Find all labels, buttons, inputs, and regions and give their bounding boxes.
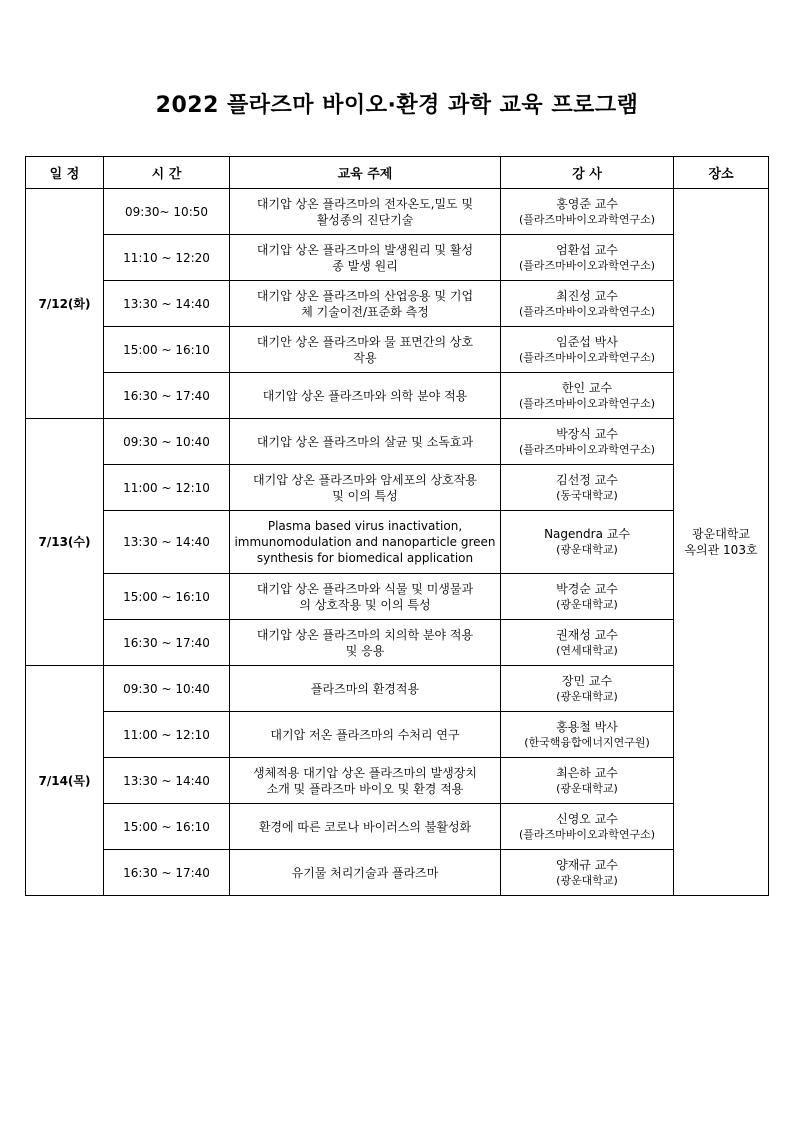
time-cell: 16:30 ~ 17:40 [104, 620, 230, 666]
time-cell: 11:00 ~ 12:10 [104, 465, 230, 511]
table-row [26, 850, 769, 896]
topic-cell [230, 189, 501, 235]
time-cell: 09:30~ 10:50 [104, 189, 230, 235]
topic-cell [230, 419, 501, 465]
header-place: 장소 [674, 157, 769, 189]
lecturer-name: 신영오 교수 [556, 811, 618, 826]
topic-line: immunomodulation and nanoparticle green [234, 535, 496, 549]
topic-cell [230, 666, 501, 712]
topic-line: 대기압 상온 플라즈마의 치의학 분야 적용 [256, 627, 474, 642]
time-cell: 15:00 ~ 16:10 [104, 804, 230, 850]
topic-cell [230, 511, 501, 574]
time-cell: 13:30 ~ 14:40 [104, 511, 230, 574]
date-cell: 7/12(화) [26, 189, 104, 419]
lecturer-affiliation: (플라즈마바이오과학연구소) [518, 442, 656, 456]
time-cell: 16:30 ~ 17:40 [104, 850, 230, 896]
topic-line: synthesis for biomedical application [256, 551, 474, 565]
lecturer-affiliation: (동국대학교) [556, 488, 618, 502]
lecturer-cell [501, 620, 674, 666]
topic-cell [230, 465, 501, 511]
time-cell: 09:30 ~ 10:40 [104, 666, 230, 712]
topic-cell [230, 327, 501, 373]
topic-line: Plasma based virus inactivation, [267, 519, 463, 533]
lecturer-affiliation: (플라즈마바이오과학연구소) [518, 212, 656, 226]
place-line: 옥의관 103호 [684, 543, 758, 557]
lecturer-name: Nagendra 교수 [544, 527, 630, 541]
date-cell: 7/14(목) [26, 666, 104, 896]
topic-cell [230, 574, 501, 620]
topic-line: 유기물 처리기술과 플라즈마 [291, 865, 439, 880]
lecturer-cell [501, 281, 674, 327]
topic-line: 활성종의 진단기술 [316, 212, 414, 227]
topic-cell [230, 758, 501, 804]
lecturer-name: 홍용철 박사 [556, 719, 618, 734]
header-time: 시 간 [104, 157, 230, 189]
lecturer-cell [501, 327, 674, 373]
lecturer-affiliation: (광운대학교) [556, 597, 618, 611]
lecturer-cell [501, 666, 674, 712]
table-row [26, 804, 769, 850]
lecturer-cell [501, 804, 674, 850]
topic-line: 및 응용 [345, 643, 385, 658]
lecturer-cell [501, 465, 674, 511]
table-row [26, 574, 769, 620]
lecturer-affiliation: (플라즈마바이오과학연구소) [518, 350, 656, 364]
table-row [26, 712, 769, 758]
lecturer-cell [501, 511, 674, 574]
topic-line: 체 기술이전/표준화 측정 [301, 304, 429, 319]
topic-line: 및 이의 특성 [332, 488, 398, 503]
lecturer-name: 김선정 교수 [556, 472, 618, 487]
topic-cell [230, 620, 501, 666]
time-cell: 13:30 ~ 14:40 [104, 281, 230, 327]
lecturer-cell [501, 419, 674, 465]
header-date: 일 정 [26, 157, 104, 189]
time-cell: 09:30 ~ 10:40 [104, 419, 230, 465]
topic-line: 대기압 상온 플라즈마와 식물 및 미생물과 [256, 581, 474, 596]
lecturer-affiliation: (플라즈마바이오과학연구소) [518, 258, 656, 272]
topic-line: 대기압 상온 플라즈마와 의학 분야 적용 [262, 388, 468, 403]
lecturer-affiliation: (광운대학교) [556, 873, 618, 887]
topic-line: 생체적용 대기압 상온 플라즈마의 발생장치 [253, 765, 477, 780]
topic-cell [230, 373, 501, 419]
lecturer-name: 박경순 교수 [556, 581, 618, 596]
page-title: 2022 플라즈마 바이오·환경 과학 교육 프로그램 [155, 93, 639, 118]
lecturer-cell [501, 850, 674, 896]
lecturer-cell [501, 189, 674, 235]
table-row [26, 235, 769, 281]
lecturer-name: 최은하 교수 [556, 765, 618, 780]
lecturer-cell [501, 712, 674, 758]
place-cell [674, 189, 769, 896]
topic-line: 대기안 상온 플라즈마와 물 표면간의 상호 [256, 334, 474, 349]
topic-cell [230, 804, 501, 850]
topic-cell [230, 712, 501, 758]
topic-line: 대기압 저온 플라즈마의 수처리 연구 [270, 727, 460, 742]
lecturer-affiliation: (광운대학교) [556, 781, 618, 795]
lecturer-cell [501, 758, 674, 804]
topic-line: 소개 및 플라즈마 바이오 및 환경 적용 [266, 781, 464, 796]
lecturer-name: 최진성 교수 [556, 288, 618, 303]
lecturer-affiliation: (한국핵융합에너지연구원) [524, 735, 650, 749]
lecturer-affiliation: (광운대학교) [556, 543, 618, 556]
topic-line: 대기압 상온 플라즈마의 살균 및 소독효과 [256, 434, 474, 449]
topic-line: 플라즈마의 환경적용 [310, 681, 420, 696]
lecturer-affiliation: (플라즈마바이오과학연구소) [518, 396, 656, 410]
schedule-table [25, 156, 769, 896]
lecturer-affiliation: (플라즈마바이오과학연구소) [518, 827, 656, 841]
lecturer-affiliation: (광운대학교) [556, 689, 618, 703]
time-cell: 16:30 ~ 17:40 [104, 373, 230, 419]
table-row [26, 189, 769, 235]
lecturer-name: 한인 교수 [561, 380, 613, 395]
topic-line: 대기압 상온 플라즈마의 전자온도,밀도 및 [256, 196, 474, 211]
table-row [26, 419, 769, 465]
table-row [26, 620, 769, 666]
lecturer-name: 장민 교수 [561, 673, 613, 688]
table-row [26, 666, 769, 712]
table-row [26, 465, 769, 511]
lecturer-cell [501, 574, 674, 620]
lecturer-name: 홍영준 교수 [556, 196, 618, 211]
date-cell: 7/13(수) [26, 419, 104, 666]
time-cell: 13:30 ~ 14:40 [104, 758, 230, 804]
header-row [26, 157, 769, 189]
time-cell: 11:00 ~ 12:10 [104, 712, 230, 758]
place-line: 광운대학교 [692, 527, 750, 541]
lecturer-affiliation: (플라즈마바이오과학연구소) [518, 304, 656, 318]
time-cell: 15:00 ~ 16:10 [104, 574, 230, 620]
lecturer-name: 권재성 교수 [556, 627, 618, 642]
table-row [26, 327, 769, 373]
topic-cell [230, 850, 501, 896]
time-cell: 11:10 ~ 12:20 [104, 235, 230, 281]
header-topic: 교육 주제 [230, 157, 501, 189]
table-row [26, 758, 769, 804]
topic-line: 대기압 상온 플라즈마의 발생원리 및 활성 [256, 242, 474, 257]
table-row [26, 373, 769, 419]
topic-line: 의 상호작용 및 이의 특성 [299, 597, 431, 612]
topic-line: 대기압 상온 플라즈마의 산업응용 및 기업 [256, 288, 474, 303]
lecturer-cell [501, 235, 674, 281]
topic-line: 환경에 따른 코로나 바이러스의 불활성화 [258, 819, 472, 834]
time-cell: 15:00 ~ 16:10 [104, 327, 230, 373]
table-row [26, 511, 769, 574]
lecturer-name: 박장식 교수 [556, 426, 618, 441]
topic-cell [230, 281, 501, 327]
topic-line: 종 발생 원리 [332, 258, 398, 273]
lecturer-cell [501, 373, 674, 419]
lecturer-name: 임준섭 박사 [556, 334, 618, 349]
topic-cell [230, 235, 501, 281]
topic-line: 작용 [353, 350, 377, 365]
schedule-body [26, 189, 769, 896]
lecturer-affiliation: (연세대학교) [556, 643, 618, 657]
lecturer-name: 엄환섭 교수 [556, 242, 618, 257]
table-row [26, 281, 769, 327]
lecturer-name: 양재규 교수 [556, 857, 618, 872]
header-lecturer: 강 사 [501, 157, 674, 189]
topic-line: 대기압 상온 플라즈마와 암세포의 상호작용 [253, 472, 477, 487]
